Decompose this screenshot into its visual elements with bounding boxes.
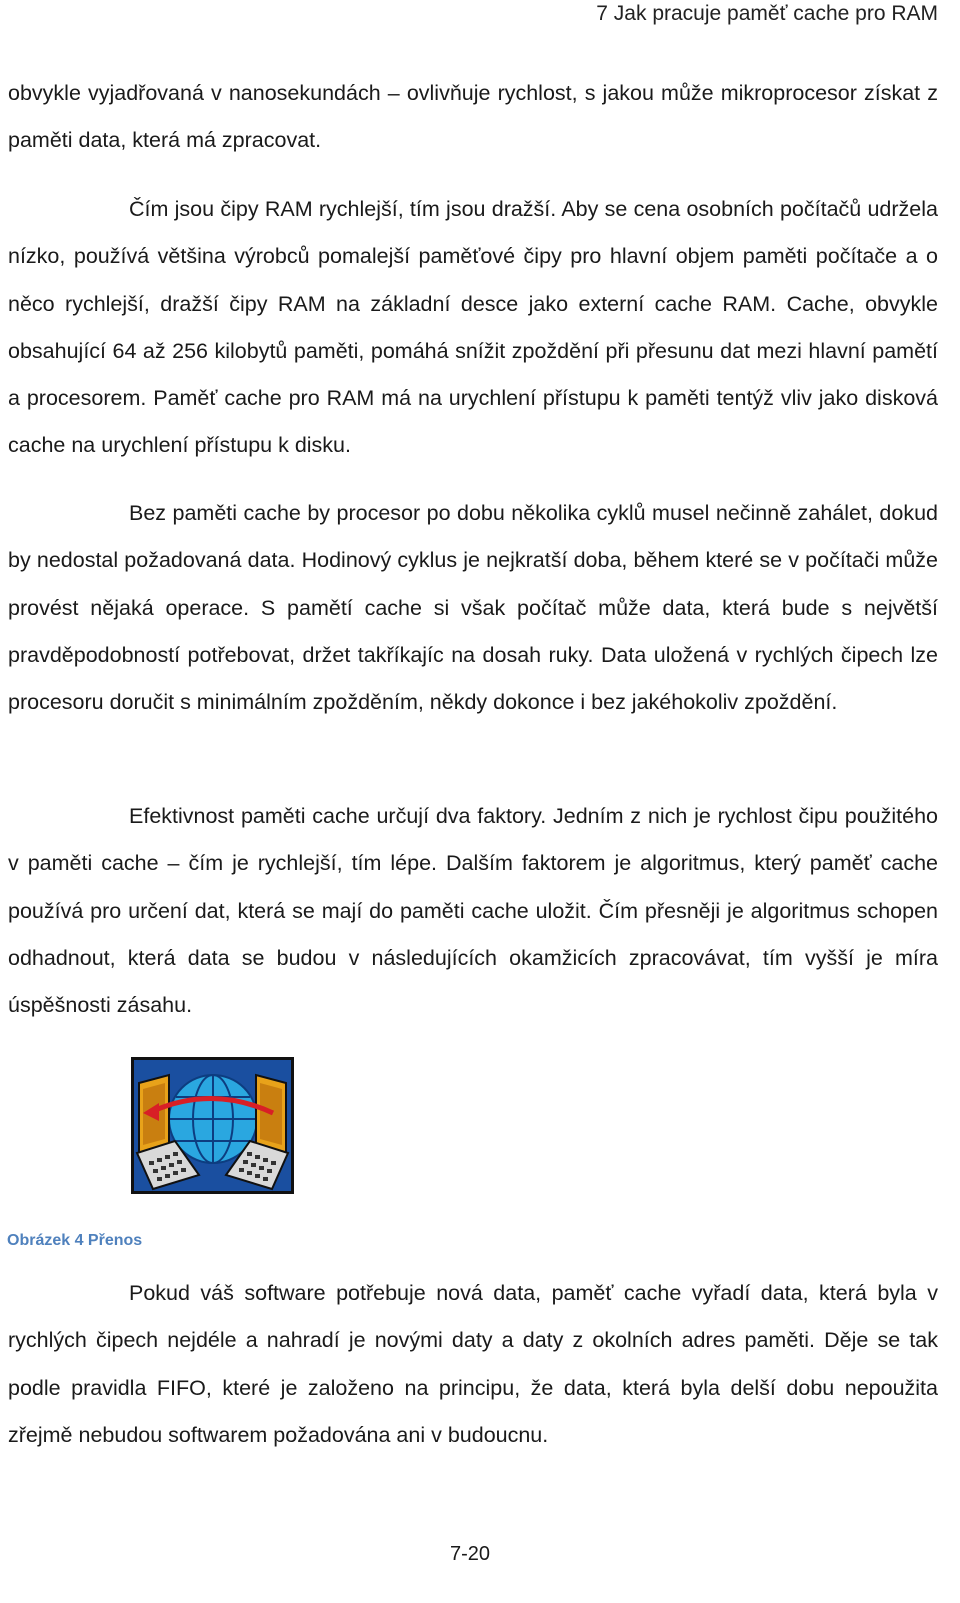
paragraph-1: obvykle vyjadřovaná v nanosekundách – ovlivňuje rychlost, s jakou může mikroprocesor získat z paměti data, která má zpracovat.	[8, 81, 938, 153]
globe-transfer-icon	[131, 1057, 294, 1194]
paragraph-2: Čím jsou čipy RAM rychlejší, tím jsou dražší. Aby se cena osobních počítačů udržela nízko, používá většina výrobců pomalejší paměťové čipy pro hlavní objem paměti počítače a o něco rychlejší, dražší čipy RAM na základní desce jako externí cache RAM. Cache, obvykle obsahující 64 až 256 kilobytů paměti, pomáhá snížit zpoždění při přesunu dat mezi hlavní pamětí a procesorem. Paměť cache pro RAM má na urychlení přístupu k paměti tentýž vliv jako disková cache na urychlení přístupu k disku.	[8, 197, 938, 458]
page-number: 7-20	[449, 1543, 491, 1565]
paragraph-3: Bez paměti cache by procesor po dobu několika cyklů musel nečinně zahálet, dokud by nedostal požadovaná data. Hodinový cyklus je nejkratší doba, během které se v počítači může provést nějaká operace. S pamětí cache si však počítač může data, která bude s největší pravděpodobností potřebovat, držet takříkajíc na dosah ruky. Data uložená v rychlých čipech lze procesoru doručit s minimálním zpožděním, někdy dokonce i bez jakéhokoliv zpoždění.	[8, 501, 938, 715]
transfer-figure	[131, 1057, 294, 1194]
paragraph-5: Pokud váš software potřebuje nová data, paměť cache vyřadí data, která byla v rychlých čipech nejdéle a nahradí je novými daty a daty z okolních adres paměti. Děje se tak podle pravidla FIFO, které je založeno na principu, že data, která byla delší dobu nepoužita zřejmě nebudou softwarem požadována ani v budoucnu.	[8, 1281, 938, 1447]
paragraph-4: Efektivnost paměti cache určují dva faktory. Jedním z nich je rychlost čipu použitého v paměti cache – čím je rychlejší, tím lépe. Dalším faktorem je algoritmus, který paměť cache používá pro určení dat, která se mají do paměti cache uložit. Čím přesněji je algoritmus schopen odhadnout, která data se budou v následujících okamžicích zpracovávat, tím vyšší je míra úspěšnosti zásahu.	[8, 804, 938, 1018]
figure-caption: Obrázek 4 Přenos	[7, 1232, 143, 1249]
running-header: 7 Jak pracuje paměť cache pro RAM	[596, 2, 938, 25]
